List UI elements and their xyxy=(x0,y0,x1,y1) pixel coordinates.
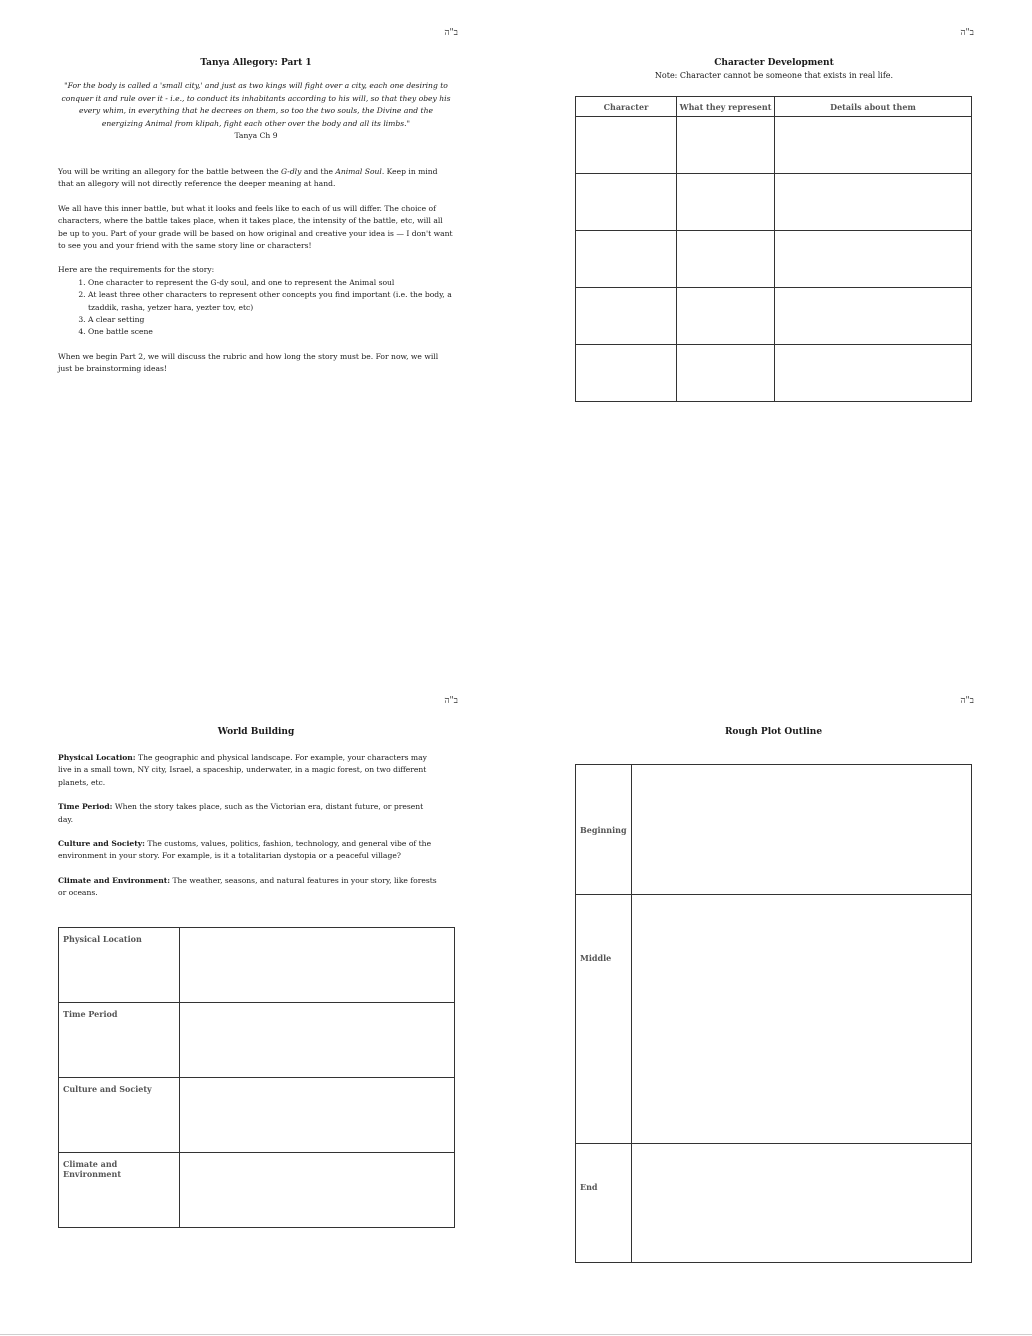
table-row xyxy=(576,765,972,895)
represent-cell[interactable] xyxy=(677,288,775,345)
character-cell[interactable] xyxy=(576,174,677,231)
plot-cell[interactable] xyxy=(631,1144,971,1263)
bottom-divider xyxy=(0,1334,1032,1335)
row-label: Culture and Society xyxy=(59,1078,180,1153)
answer-cell[interactable] xyxy=(180,1078,455,1153)
row-label: Beginning xyxy=(576,765,632,895)
table-row xyxy=(576,1144,972,1263)
character-table xyxy=(575,96,972,402)
list-item: 3. A clear setting xyxy=(88,314,454,326)
row-label: Time Period xyxy=(59,1003,180,1078)
definition-culture-society: Culture and Society: The customs, values, politics, fashion, technology, and general vibe of the environment in your story. For example, is it a totalitarian dystopia or a peaceful village? xyxy=(58,839,432,861)
plot-cell[interactable] xyxy=(631,765,971,895)
table-row xyxy=(576,895,972,1144)
table-row xyxy=(576,345,972,402)
definition-time-period: Time Period: When the story takes place, such as the Victorian era, distant future, or present day. xyxy=(58,802,424,824)
character-note: Note: Character cannot be someone that exists in real life. xyxy=(654,71,894,80)
page-title: Character Development xyxy=(714,58,834,68)
list-item: 4. One battle scene xyxy=(88,326,454,338)
header-mark: ב"ה xyxy=(960,28,974,38)
definition-physical-location: Physical Location: The geographic and physical landscape. For example, your characters may live in a small town, NY city, Israel, a spaceship, underwater, in a magic forest, on two different planets, etc. xyxy=(58,753,427,787)
intro-paragraph: You will be writing an allegory for the battle between the G-dly and the Animal Soul. Keep in mind that an allegory will not directly reference the deeper meaning at hand. xyxy=(58,167,438,189)
page-title: Rough Plot Outline xyxy=(724,727,823,737)
column-header: What they represent xyxy=(677,97,775,117)
page-title: World Building xyxy=(217,727,295,737)
table-row xyxy=(576,174,972,231)
list-item: 2. At least three other characters to represent other concepts you find important (i.e. the body, a tzaddik, rasha, yetzer hara, yezter tov, etc) xyxy=(88,289,454,314)
table-row xyxy=(59,1003,455,1078)
character-cell[interactable] xyxy=(576,231,677,288)
page-title: Tanya Allegory: Part 1 xyxy=(200,58,312,68)
plot-outline-table xyxy=(575,764,972,1263)
character-cell[interactable] xyxy=(576,288,677,345)
column-header: Details about them xyxy=(775,97,972,117)
definition-climate-environment: Climate and Environment: The weather, seasons, and natural features in your story, like forests or oceans. xyxy=(58,875,437,898)
quote-source: Tanya Ch 9 xyxy=(234,131,278,140)
row-label: End xyxy=(576,1144,632,1263)
answer-cell[interactable] xyxy=(180,928,455,1003)
tanya-quote: "For the body is called a 'small city,' and just as two kings will fight over a city, each one desiring to conquer it and rule over it - i.e., to conduct its inhabitants according to his will, so that they obey his every whim, in everything that he decrees on them, so too the two souls, the Divine and the energizing Animal from klipah, fight each other over the body and all its limbs." xyxy=(61,81,451,128)
world-definitions xyxy=(58,752,438,912)
character-cell[interactable] xyxy=(576,345,677,402)
answer-cell[interactable] xyxy=(180,1003,455,1078)
header-mark: ב"ה xyxy=(444,28,458,38)
details-cell[interactable] xyxy=(775,345,972,402)
answer-cell[interactable] xyxy=(180,1153,455,1228)
table-row xyxy=(576,231,972,288)
closing-paragraph: When we begin Part 2, we will discuss the rubric and how long the story must be. For now, we will just be brainstorming ideas! xyxy=(58,351,439,374)
details-cell[interactable] xyxy=(775,231,972,288)
row-label: Middle xyxy=(576,895,632,1144)
battle-paragraph: We all have this inner battle, but what it looks and feels like to each of us will differ. The choice of characters, where the battle takes place, when it takes place, the intensity of the battle, etc, will all be up to you. Part of your grade will be based on how original and creative your idea is — I don't want to see you and your friend with the same story line or characters! xyxy=(58,203,453,251)
column-header: Character xyxy=(576,97,677,117)
world-building-table xyxy=(58,927,455,1228)
list-item: 1. One character to represent the G-dy soul, and one to represent the Animal soul xyxy=(88,277,454,289)
row-label: Climate and Environment xyxy=(59,1153,180,1228)
table-row xyxy=(59,928,455,1003)
table-row xyxy=(59,1078,455,1153)
details-cell[interactable] xyxy=(775,117,972,174)
plot-cell[interactable] xyxy=(631,895,971,1144)
represent-cell[interactable] xyxy=(677,117,775,174)
represent-cell[interactable] xyxy=(677,174,775,231)
represent-cell[interactable] xyxy=(677,345,775,402)
header-mark: ב"ה xyxy=(960,696,974,706)
table-row xyxy=(59,1153,455,1228)
requirements-list xyxy=(58,277,454,339)
table-row xyxy=(576,117,972,174)
row-label: Physical Location xyxy=(59,928,180,1003)
header-mark: ב"ה xyxy=(444,696,458,706)
details-cell[interactable] xyxy=(775,174,972,231)
details-cell[interactable] xyxy=(775,288,972,345)
instructions xyxy=(58,166,454,388)
requirements-intro: Here are the requirements for the story: xyxy=(58,265,215,275)
represent-cell[interactable] xyxy=(677,231,775,288)
character-cell[interactable] xyxy=(576,117,677,174)
table-row xyxy=(576,288,972,345)
